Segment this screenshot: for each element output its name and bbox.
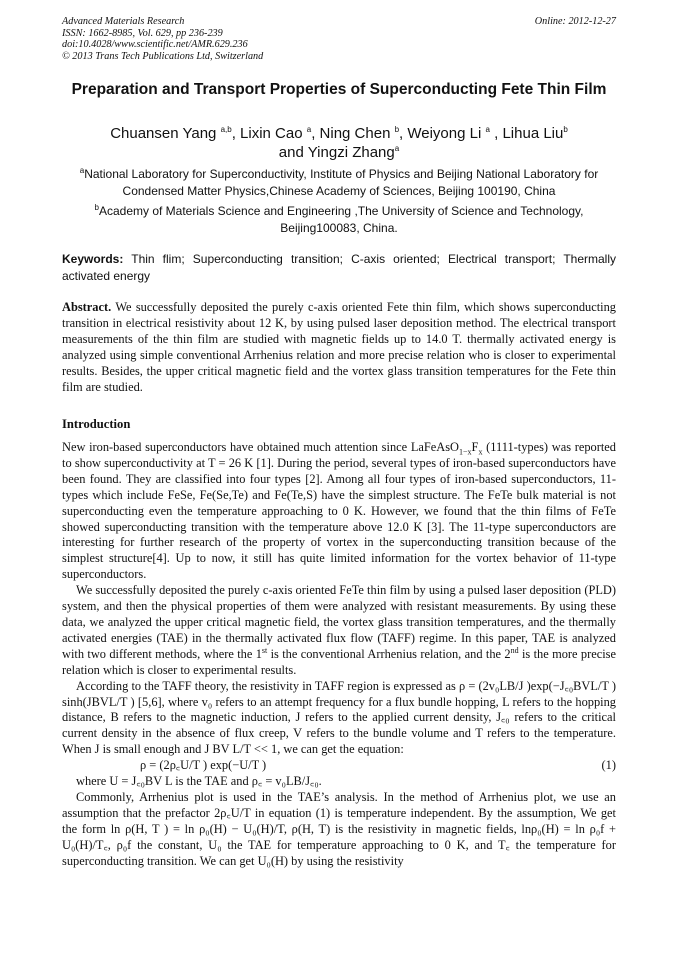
- subscript: x: [478, 447, 483, 457]
- paragraph: [62, 440, 616, 583]
- online-date: Online: 2012-12-27: [534, 16, 616, 27]
- paragraph: where U = J꜀₀BV L is the TAE and ρ꜀ = v₀LB/J꜀₀.: [76, 774, 322, 789]
- paragraph-text: F: [471, 440, 479, 454]
- journal-name: Advanced Materials Research: [62, 16, 185, 27]
- equation-formula: ρ = (2ρ꜀U/T ) exp(−U/T ): [140, 758, 267, 773]
- affiliation-text: National Laboratory for Superconductivity, Institute of Physics and Beijing National Laboratory for Condensed Matter Physics,Chinese Academy of Sciences, Beijing 100190, China: [84, 167, 599, 198]
- doi: doi:10.4028/www.scientific.net/AMR.629.236: [62, 39, 248, 51]
- author: Weiyong Li: [407, 125, 486, 142]
- introduction-body: [62, 440, 616, 869]
- affiliation-a: [62, 166, 616, 200]
- author-separator: ,: [231, 125, 241, 142]
- author-affiliation-mark: a,b: [220, 125, 232, 134]
- copyright: © 2013 Trans Tech Publications Ltd, Switzerland: [62, 50, 264, 62]
- author-separator: ,: [489, 125, 503, 142]
- author-affiliation-mark: a: [394, 144, 400, 153]
- author: Ning Chen: [319, 125, 395, 142]
- abstract: [62, 300, 616, 395]
- paragraph: According to the TAFF theory, the resistivity in TAFF region is expressed as ρ = (2v₀LB/J )exp(−J꜀₀BVL/T ) sinh(JBVL/T ) [5,6], where v₀ refers to an attempt frequency for a flux bundle hopping, L refers to the hopping distance, B refers to the magnetic induction, J refers to the applied current density, J꜀₀ refers to the critical current density in the absence of flux creep, V refers to the bundle volume and T refers to the temperature. When J is small enough and J BV L/T << 1, we can get the equation:: [62, 678, 616, 757]
- paper-title: Preparation and Transport Properties of Superconducting Fete Thin Film: [71, 81, 607, 98]
- keywords-label: Keywords:: [62, 252, 124, 266]
- superscript: st: [261, 645, 268, 655]
- paragraph-text: is the more precise relation which is closer to experimental results.: [62, 646, 616, 677]
- author: Lixin Cao: [240, 125, 307, 142]
- author-affiliation-mark: b: [394, 125, 400, 134]
- superscript: nd: [510, 645, 519, 655]
- affiliation-text: Academy of Materials Science and Engineering ,The University of Science and Technology, Beijing100083, China.: [98, 204, 584, 235]
- paragraph-text: is the conventional Arrhenius relation, and the 2: [267, 646, 511, 661]
- author: Lihua Liu: [502, 125, 564, 142]
- paragraph: [62, 583, 616, 678]
- paragraph-text: We successfully deposited the purely c-axis oriented FeTe thin film by using a pulsed laser deposition (PLD) system, and then the physical properties of them were analyzed with resistant measurements. By using these data, we analyzed the upper critical magnetic field, the vortex glass transition temperatures, and the thermally activated energies (TAE) in the thermally activated flux flow (TAFF) regime. In this paper, TAE is analyzed with two different methods, where the 1: [62, 583, 616, 661]
- affiliation-b: [62, 203, 616, 237]
- author: Yingzi Zhang: [307, 144, 395, 161]
- paragraph-text: New iron-based superconductors have obtained much attention since LaFeAsO: [62, 440, 460, 454]
- author-affiliation-mark: a: [306, 125, 312, 134]
- author-affiliation-mark: a: [485, 125, 490, 134]
- author: Chuansen Yang: [110, 125, 221, 142]
- keywords-text: Thin flim; Superconducting transition; C-axis oriented; Electrical transport; Thermally activated energy: [62, 252, 616, 283]
- abstract-label: Abstract.: [62, 300, 112, 314]
- section-heading-introduction: Introduction: [62, 417, 131, 431]
- author-list: [62, 124, 616, 162]
- author-separator: ,: [399, 125, 408, 142]
- equation-1: [62, 758, 616, 774]
- paragraph-text: (1111-types) was reported to show superconductivity at T = 26 K [1]. During the period, several types of iron-based superconductors have been found. They are classified into four types [2]. Among all four types of iron-based superconductors, 11-types which include FeSe, Fe(Se,Te) and Fe(Te,S) have the simplest structure. The FeTe bulk material is not superconducting even the temperature approaching to 0 K. However, we found that the thin films of FeTe showed superconducting transition with the temperature above 12.0 K [3]. The 11-type superconductors are interesting for further research of the property of vortex in the superconducting transition because of the simplest structure[4]. Up to now, it still has quite limited information for the vortex behavior of 11-type superconductors.: [62, 440, 616, 582]
- keywords: [62, 251, 616, 285]
- author-separator: ,: [311, 125, 320, 142]
- subscript: 1−x: [459, 447, 472, 457]
- paragraph: Commonly, Arrhenius plot is used in the TAE’s analysis. In the method of Arrhenius plot, we use an assumption that the prefactor 2ρ꜀U/T in equation (1) is temperature independent. By the assumption, We get the form ln ρ(H, T ) = ln ρ₀(H) − U₀(H)/T, ρ(H, T) is the resistivity in magnetic fields, lnρ₀(H) = ln ρ₀f + U₀(H)/T꜀, ρ₀f the constant, U₀ the TAE for temperature approaching to 0 K, and T꜀ the temperature for superconducting transition. We can get U₀(H) by using the resistivity: [62, 789, 616, 868]
- abstract-text: We successfully deposited the purely c-axis oriented Fete thin film, which shows superconducting transition in electrical resistivity about 12 K, by using pulsed laser deposition method. The electrical transport measurements of the thin film are studied with magnetic fields up to 14.0 T. thermally activated energy is analyzed using simple conventional Arrhenius relation and more precise relation who is closer to experimental results. Besides, the upper critical magnetic field and the vortex glass transition temperatures for the Fete thin film are studied.: [62, 300, 616, 394]
- affiliation-mark: b: [94, 203, 99, 212]
- issn: ISSN: 1662-8985, Vol. 629, pp 236-239: [62, 27, 223, 39]
- author-conjunction: and: [278, 144, 308, 161]
- equation-number: (1): [601, 758, 616, 773]
- author-affiliation-mark: b: [563, 125, 568, 134]
- running-header: [62, 16, 616, 62]
- affiliation-mark: a: [79, 166, 85, 175]
